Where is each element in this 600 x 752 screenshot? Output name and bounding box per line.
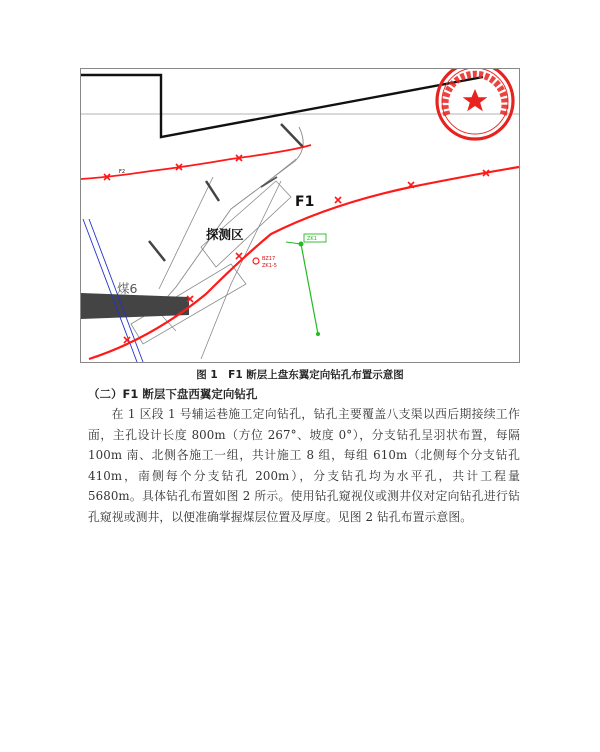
working-outline: [201, 181, 281, 359]
exploration-zone-label: 探测区: [206, 227, 244, 242]
borehole-layout-diagram: [81, 69, 519, 362]
borehole-1-label: BZ17: [262, 256, 276, 262]
fault-line: [81, 145, 311, 179]
borehole-line: [301, 244, 318, 334]
f2-label: F2: [119, 169, 126, 175]
hatch-label: [149, 241, 165, 261]
borehole-point: [316, 332, 320, 336]
borehole-point: [299, 242, 304, 247]
boundary-line: [81, 75, 483, 137]
borehole-2-label: ZK1-5: [262, 263, 277, 269]
point-tag-label: ZK1: [307, 236, 317, 242]
section-heading: （二）F1 断层下盘西翼定向钻孔: [88, 387, 258, 401]
hatch-label: [206, 181, 219, 201]
working-outline: [161, 127, 303, 304]
figure-drawing: [80, 68, 520, 363]
f1-label: F1: [295, 194, 315, 210]
coal-seam-band: [81, 293, 189, 319]
body-paragraph: 在 1 区段 1 号辅运巷施工定向钻孔，钻孔主要覆盖八支渠以西后期接续工作面，主孔设计长度 800m（方位 267°、坡度 0°），分支钻孔呈羽状布置，每隔 100m 南、北侧各施工一组，共计施工 8 组，每组 610m（北侧每个分支钻孔 410m，南侧每个分支钻孔 200m），分支钻孔均为水平孔，共计工程量 5680m。具体钻孔布置如图 2 所示。使用钻孔窥视仪或测井仪对定向钻孔进行钻孔窥视或测井，以便准确掌握煤层位置及厚度。见图 2 钻孔布置示意图。: [88, 407, 520, 524]
coal-seam-label: 煤6: [117, 281, 138, 296]
red-point: [253, 258, 259, 264]
figure-caption: 图 1 F1 断层上盘东翼定向钻孔布置示意图: [196, 369, 404, 381]
